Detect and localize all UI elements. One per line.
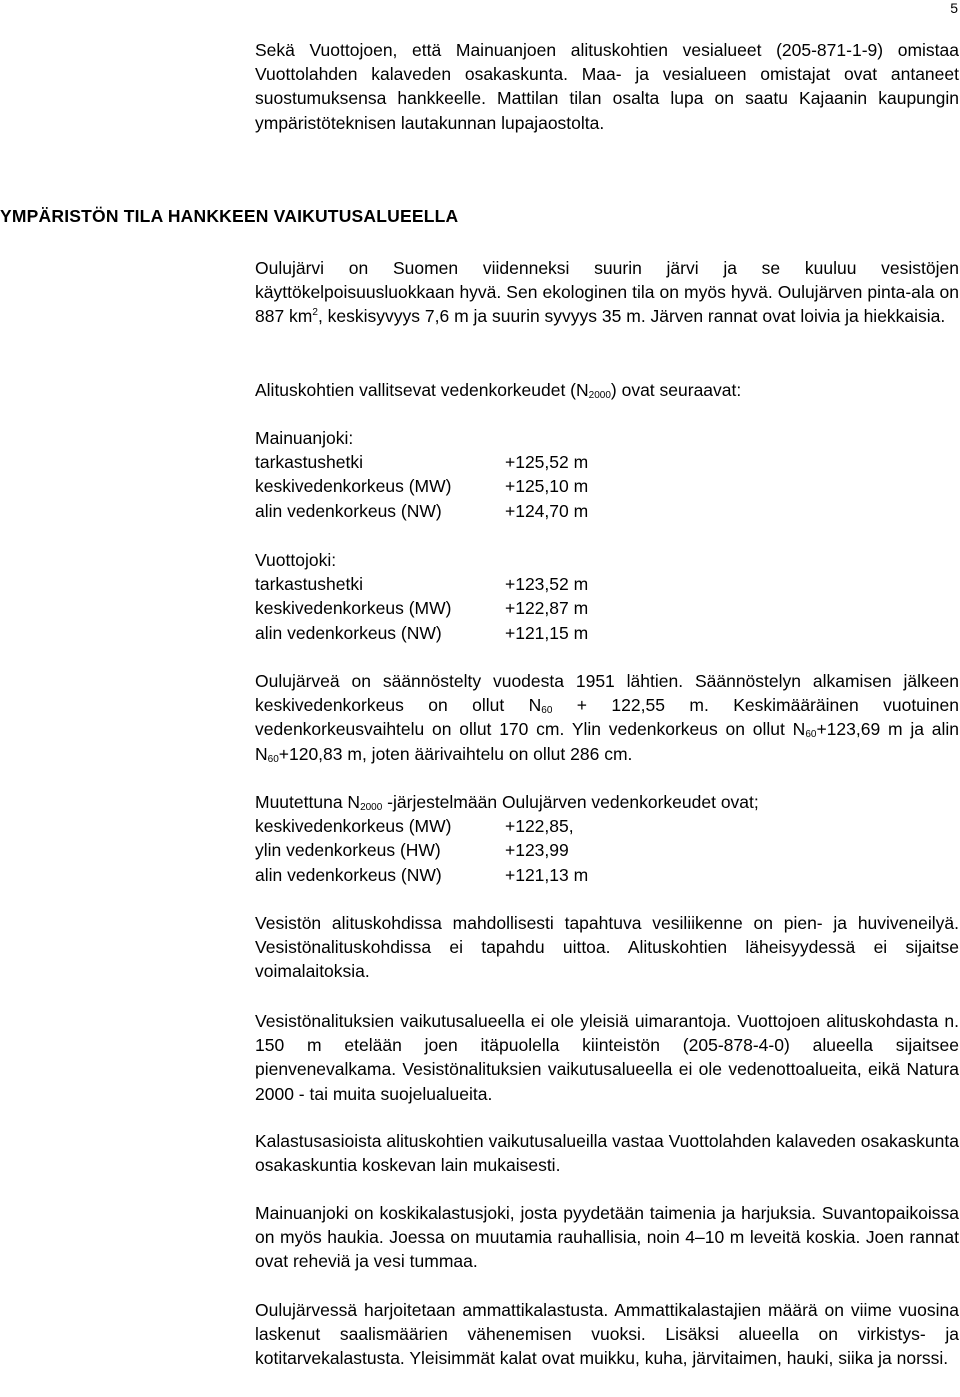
converted-levels bbox=[255, 790, 959, 887]
level-row bbox=[255, 863, 959, 887]
level-label: keskivedenkorkeus (MW) bbox=[255, 476, 452, 497]
mainuanjoki-levels bbox=[255, 426, 959, 523]
oulujarvi-text-part1: Oulujärvi on Suomen viidenneksi suurin järvi ja se kuuluu vesistöjen käyttökelpoisuusluokkaan hyvä. Sen ekologinen tila on myös hyvä. Oulujärven pinta-ala on 887 km bbox=[255, 258, 959, 327]
intro-text: Sekä Vuottojoen, että Mainuanjoen alituskohtien vesialueet (205-871-1-9) omistaa Vuottolahden kalaveden osakaskunta. Maa- ja vesialueen omistajat ovat antaneet suostumuksensa hankkeelle. Mattilan tilan osalta lupa on saatu Kajaanin kaupungin ympäristöteknisen lautakunnan lupajaostolta. bbox=[255, 40, 959, 133]
regulation-s2: 60 bbox=[805, 729, 817, 741]
level-label: alin vedenkorkeus (NW) bbox=[255, 622, 442, 643]
fishing-rights-text: Kalastusasioista alituskohtien vaikutusalueilla vastaa Vuottolahden kalaveden osakaskunta osakaskuntia koskevan lain mukaisesti. bbox=[255, 1131, 959, 1176]
level-label: alin vedenkorkeus (NW) bbox=[255, 864, 442, 885]
oulujarvi-sup: 2 bbox=[312, 307, 318, 319]
level-value: +125,10 m bbox=[505, 476, 589, 497]
impact-text: Vesistönalituksien vaikutusalueella ei ole yleisiä uimarantoja. Vuottojoen alituskohdasta n. 150 m etelään joen itäpuolella kiinteistön (205-878-4-0) alueella sijaitsee pienvenevalkama. Vesistönalituksien vaikutusalueella ei ole vedenottoalueita, eikä Natura 2000 - tai muita suojelualueita. bbox=[255, 1011, 959, 1104]
levels-intro-text bbox=[255, 378, 959, 402]
level-value: +121,13 m bbox=[505, 864, 589, 885]
converted-pre: Muutettuna N bbox=[255, 792, 361, 812]
impact-paragraph bbox=[255, 1009, 959, 1106]
levels-intro-pre: Alituskohtien vallitsevat vedenkorkeudet (N bbox=[255, 380, 589, 400]
converted-title bbox=[255, 790, 959, 814]
regulation-t3: +123,69 m ja alin N bbox=[255, 719, 959, 764]
level-label: alin vedenkorkeus (NW) bbox=[255, 500, 442, 521]
mainuanjoki-description-paragraph bbox=[255, 1201, 959, 1274]
level-value: +121,15 m bbox=[505, 622, 589, 643]
levels-intro-paragraph bbox=[255, 378, 959, 402]
regulation-s1: 60 bbox=[541, 705, 553, 717]
level-row bbox=[255, 596, 959, 620]
oulujarvi-text bbox=[255, 256, 959, 329]
level-value: +123,99 bbox=[505, 840, 569, 861]
commercial-fishing-text: Oulujärvessä harjoitetaan ammattikalastusta. Ammattikalastajien määrä on viime vuosina laskenut saalismäärien vähenemisen vuoksi. Lisäksi alueella on virkistys- ja kotitarvekalastusta. Yleisimmät kalat ovat muikku, kuha, järvitaimen, hauki, siika ja norssi. bbox=[255, 1300, 959, 1369]
level-label: ylin vedenkorkeus (HW) bbox=[255, 840, 441, 861]
regulation-t1: Oulujärveä on säännöstelty vuodesta 1951 lähtien. Säännöstelyn alkamisen jälkeen keskivedenkorkeus on ollut N bbox=[255, 671, 959, 716]
level-row bbox=[255, 450, 959, 474]
mainuanjoki-description-text: Mainuanjoki on koskikalastusjoki, josta pyydetään taimenia ja harjuksia. Suvantopaikoissa on myös haukia. Joessa on muutamia rauhallisia, noin 4–10 m leveitä koskia. Joen rannat ovat reheviä ja vesi tummaa. bbox=[255, 1203, 959, 1272]
converted-sub: 2000 bbox=[360, 802, 383, 813]
level-row bbox=[255, 474, 959, 498]
level-value: +123,52 m bbox=[505, 574, 589, 595]
commercial-fishing-paragraph bbox=[255, 1298, 959, 1371]
levels-intro-sub: 2000 bbox=[588, 390, 611, 401]
regulation-s3: 60 bbox=[267, 753, 279, 765]
level-value: +125,52 m bbox=[505, 452, 589, 473]
regulation-paragraph bbox=[255, 669, 959, 766]
intro-paragraph bbox=[255, 38, 959, 135]
level-value: +122,87 m bbox=[505, 598, 589, 619]
level-value: +124,70 m bbox=[505, 500, 589, 521]
vuottojoki-title: Vuottojoki: bbox=[255, 550, 337, 570]
converted-post: -järjestelmään Oulujärven vedenkorkeudet ovat; bbox=[382, 792, 759, 812]
level-row bbox=[255, 499, 959, 523]
oulujarvi-text-part2: , keskisyvyys 7,6 m ja suurin syvyys 35 m. Järven rannat ovat loivia ja hiekkaisia. bbox=[317, 306, 946, 327]
regulation-t2: + 122,55 m. Keskimääräinen vuotuinen vedenkorkeusvaihtelu on ollut 170 cm. Ylin vedenkorkeus on ollut N bbox=[255, 695, 959, 740]
level-label: keskivedenkorkeus (MW) bbox=[255, 816, 452, 837]
mainuanjoki-title: Mainuanjoki: bbox=[255, 428, 354, 448]
regulation-text bbox=[255, 669, 959, 766]
level-label: tarkastushetki bbox=[255, 574, 363, 595]
regulation-t4: +120,83 m, joten äärivaihtelu on ollut 286 cm. bbox=[278, 743, 633, 764]
level-row bbox=[255, 814, 959, 838]
level-label: tarkastushetki bbox=[255, 452, 363, 473]
level-row bbox=[255, 572, 959, 596]
traffic-paragraph bbox=[255, 911, 959, 984]
page-number: 5 bbox=[950, 0, 958, 16]
level-row bbox=[255, 838, 959, 862]
fishing-rights-paragraph bbox=[255, 1129, 959, 1177]
oulujarvi-paragraph bbox=[255, 256, 959, 329]
level-value: +122,85, bbox=[505, 816, 574, 837]
level-label: keskivedenkorkeus (MW) bbox=[255, 598, 452, 619]
level-row bbox=[255, 621, 959, 645]
traffic-text: Vesistön alituskohdissa mahdollisesti tapahtuva vesiliikenne on pien- ja huviveneilyä. Vesistönalituskohdissa ei tapahdu uittoa. Alituskohtien läheisyydessä ei sijaitse voimalaitoksia. bbox=[255, 913, 959, 982]
levels-intro-post: ) ovat seuraavat: bbox=[610, 380, 742, 400]
vuottojoki-levels bbox=[255, 548, 959, 645]
section-heading: YMPÄRISTÖN TILA HANKKEEN VAIKUTUSALUEELLA bbox=[0, 206, 459, 226]
